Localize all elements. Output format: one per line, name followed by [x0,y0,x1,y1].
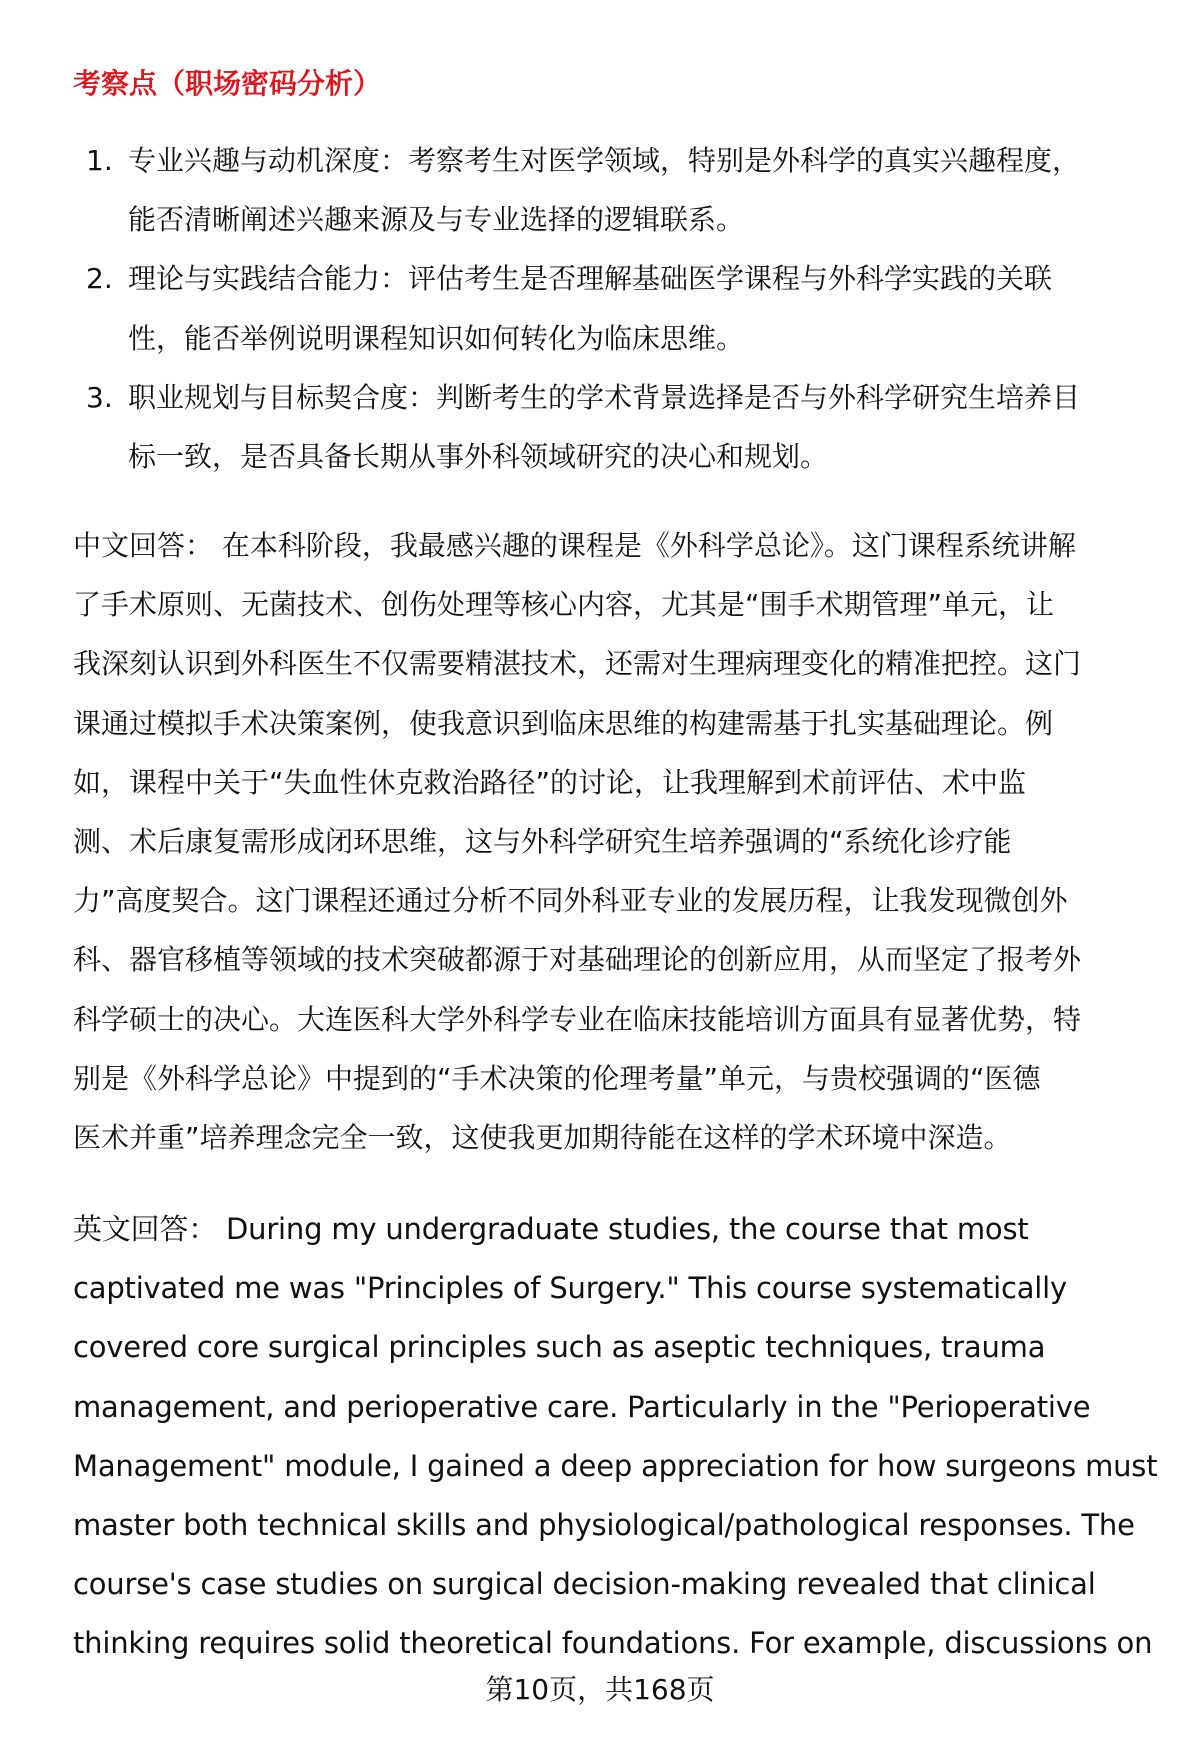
list-item-line: 专业兴趣与动机深度：考察考生对医学领域，特别是外科学的真实兴趣程度， [128,144,1081,177]
paragraph-line: 科、器官移植等领域的技术突破都源于对基础理论的创新应用，从而坚定了报考外 [73,943,1082,977]
list-item-line: 理论与实践结合能力：评估考生是否理解基础医学课程与外科学实践的关联 [128,262,1053,296]
paragraph-line: master both technical skills and physiological/pathological responses. The [73,1508,1135,1542]
paragraph-line: course's case studies on surgical decision-making revealed that clinical [73,1567,1096,1602]
paragraph-line: 如，课程中关于“失血性休克救治路径”的讨论，让我理解到术前评估、术中监 [73,765,1027,799]
paragraph-line: 课通过模拟手术决策案例，使我意识到临床思维的构建需基于扎实基础理论。例 [73,706,1054,740]
paragraph-line: management, and perioperative care. Particularly in the "Perioperative [73,1389,1091,1424]
list-number: 3. [86,380,113,414]
list-number: 1. [86,144,113,177]
paragraph-line: 力”高度契合。这门课程还通过分析不同外科亚专业的发展历程，让我发现微创外 [73,884,1068,918]
paragraph-line: 测、术后康复需形成闭环思维，这与外科学研究生培养强调的“系统化诊疗能 [73,825,1012,858]
paragraph-line: 我深刻认识到外科医生不仅需要精湛技术，还需对生理病理变化的精准把控。这门 [73,647,1082,681]
paragraph-line: Management" module, I gained a deep appreciation for how surgeons must [73,1448,1158,1483]
paragraph-line: thinking requires solid theoretical foundations. For example, discussions on [73,1626,1153,1661]
paragraph-line: 了手术原则、无菌技术、创伤处理等核心内容，尤其是“围手术期管理”单元，让 [73,588,1055,622]
list-item-line: 标一致，是否具备长期从事外科领域研究的决心和规划。 [128,440,829,473]
paragraph-line: 科学硕士的决心。大连医科大学外科学专业在临床技能培训方面具有显著优势，特 [73,1002,1082,1036]
list-number: 2. [86,262,113,296]
list-item-line: 性，能否举例说明课程知识如何转化为临床思维。 [128,321,745,355]
list-item-line: 职业规划与目标契合度：判断考生的学术背景选择是否与外科学研究生培养目 [128,380,1081,414]
paragraph-line: 中文回答： 在本科阶段，我最感兴趣的课程是《外科学总论》。这门课程系统讲解 [73,529,1076,562]
section-title: 考察点（职场密码分析） [73,67,382,100]
paragraph-line: covered core surgical principles such as aseptic techniques, trauma [73,1330,1046,1365]
list-item-line: 能否清晰阐述兴趣来源及与专业选择的逻辑联系。 [128,203,745,237]
paragraph-line: captivated me was "Principles of Surgery." This course systematically [73,1271,1067,1306]
page-number: 第10页，共168页 [485,1673,715,1706]
paragraph-line: 英文回答： During my undergraduate studies, the course that most [73,1212,1029,1246]
paragraph-line: 别是《外科学总论》中提到的“手术决策的伦理考量”单元，与贵校强调的“医德 [73,1061,1041,1095]
paragraph-line: 医术并重”培养理念完全一致，这使我更加期待能在这样的学术环境中深造。 [73,1121,1012,1154]
